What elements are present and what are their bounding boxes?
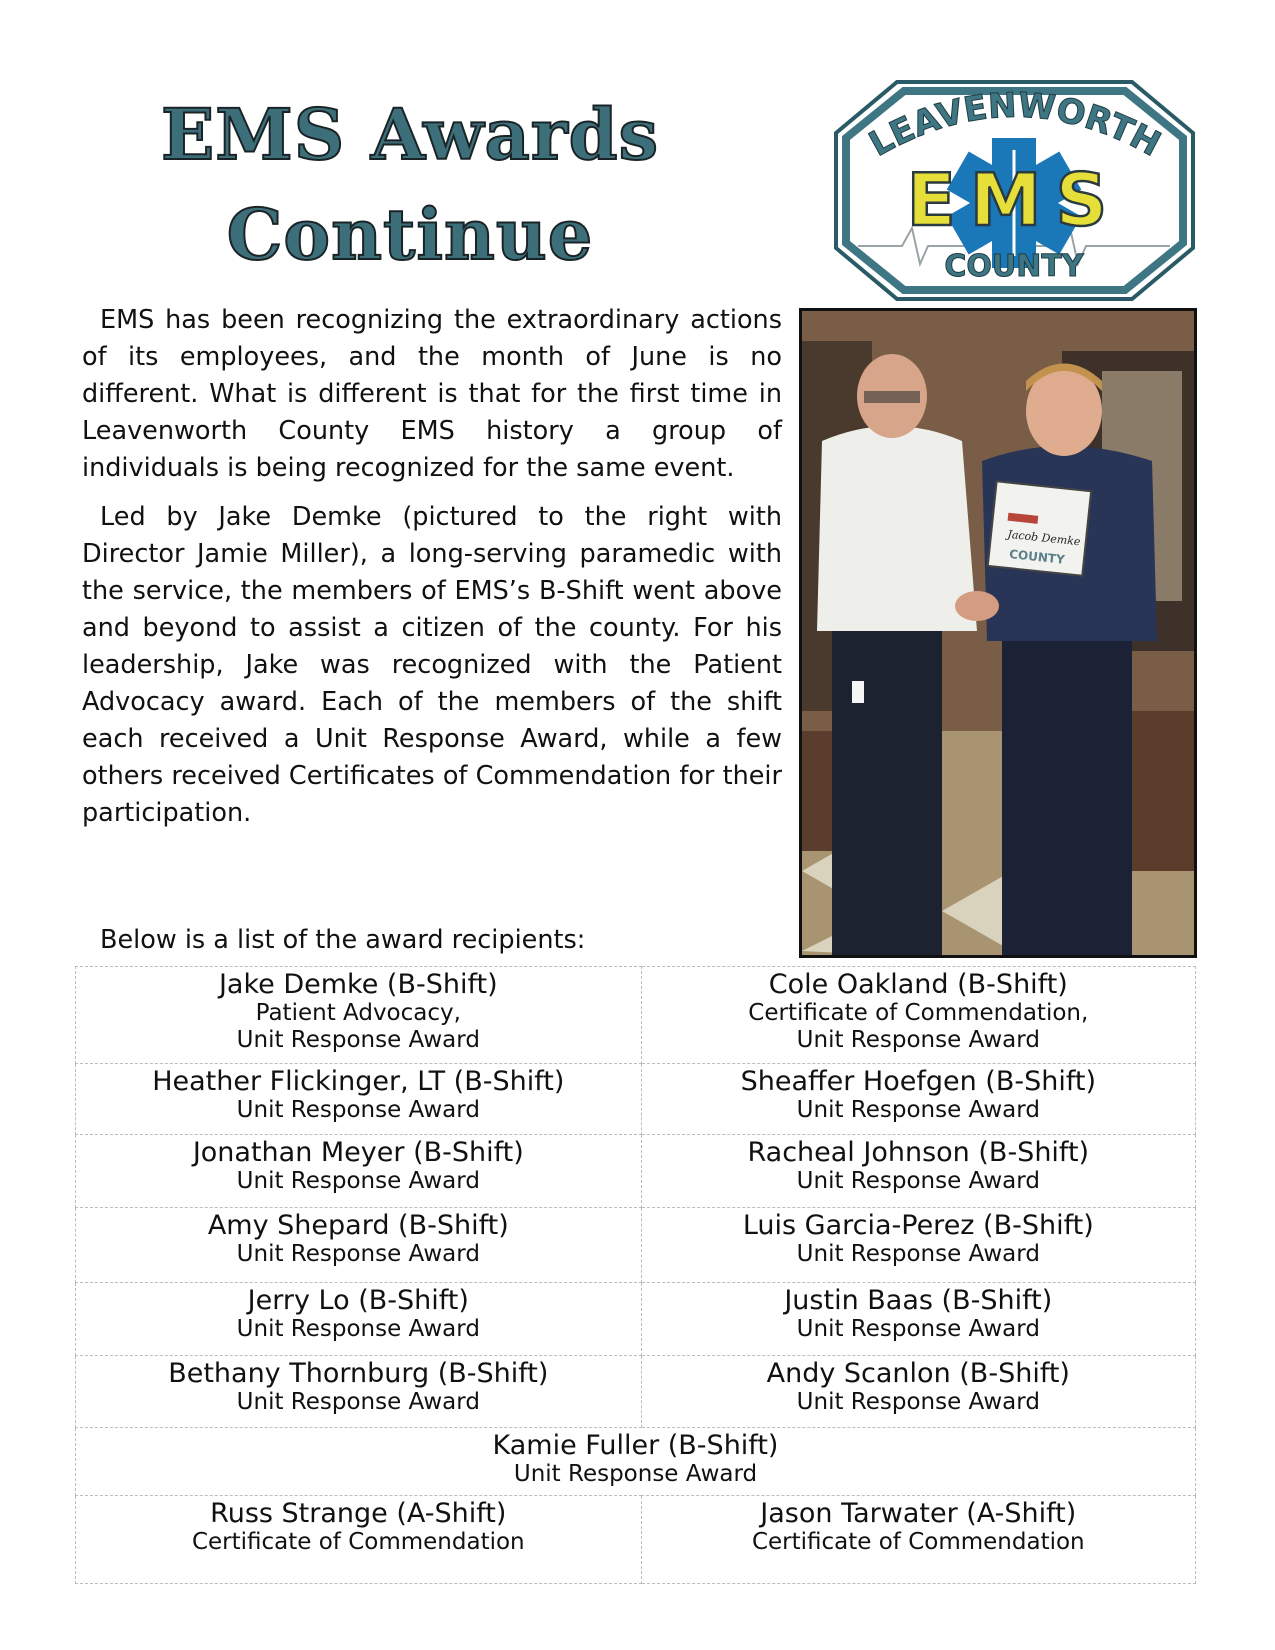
recipient-name: Justin Baas (B-Shift): [784, 1285, 1053, 1316]
logo-center-text: EMS: [906, 158, 1122, 242]
logo-bottom-text: COUNTY: [944, 249, 1084, 284]
leavenworth-county-ems-logo: [832, 78, 1197, 303]
recipient-award: Unit Response Award: [236, 1168, 480, 1194]
recipient-award: Unit Response Award: [796, 1316, 1040, 1342]
recipient-name: Andy Scanlon (B-Shift): [766, 1358, 1070, 1389]
table-row: [76, 1428, 1196, 1496]
recipient-award: Unit Response Award: [236, 1316, 480, 1342]
recipient-award: Unit Response Award: [513, 1461, 758, 1487]
recipient-name: Russ Strange (A-Shift): [210, 1498, 507, 1529]
article-body: [82, 302, 782, 844]
title-line-1: EMS Awards: [160, 93, 660, 176]
recipient-name: Racheal Johnson (B-Shift): [747, 1137, 1090, 1168]
recipient-cell: [76, 1283, 642, 1356]
recipient-award: Unit Response Award: [236, 1027, 480, 1053]
recipient-cell: [641, 1208, 1195, 1283]
title-line-2: Continue: [226, 193, 594, 276]
recipient-name: Cole Oakland (B-Shift): [768, 969, 1068, 1000]
recipient-award: Certificate of Commendation: [191, 1529, 525, 1555]
list-intro: Below is a list of the award recipients:: [100, 925, 586, 955]
table-row: [76, 1135, 1196, 1208]
recipient-cell: [76, 1496, 642, 1584]
table-row: [76, 1496, 1196, 1584]
table-row: [76, 1064, 1196, 1135]
article-paragraph: Led by Jake Demke (pictured to the right with Director Jamie Miller), a long-serving paramedic with the service, the members of EMS’s B-Shift went above and beyond to assist a citizen of the county. For his leadership, Jake was recognized with the Patient Advocacy award. Each of the members of the shift each received a Unit Response Award, while a few others received Certificates of Commendation for their participation.: [82, 502, 782, 828]
recipient-award: Unit Response Award: [236, 1389, 480, 1415]
certificate-name: Jacob Demke: [1006, 527, 1082, 549]
recipient-award: Patient Advocacy,: [255, 1000, 461, 1026]
table-row: [76, 1208, 1196, 1283]
certificate-footer: COUNTY: [1008, 547, 1066, 567]
recipient-name: Bethany Thornburg (B-Shift): [168, 1358, 549, 1389]
recipient-award: Unit Response Award: [236, 1241, 480, 1267]
recipient-name: Kamie Fuller (B-Shift): [492, 1430, 779, 1461]
article-paragraph: EMS has been recognizing the extraordinary actions of its employees, and the month of June is no different. What is different is that for the first time in Leavenworth County EMS history a group of individuals is being recognized for the same event.: [82, 305, 782, 483]
recipient-name: Jake Demke (B-Shift): [218, 969, 498, 1000]
recipient-cell: [641, 1356, 1195, 1428]
award-presentation-photo: [799, 308, 1197, 958]
recipient-award: Unit Response Award: [796, 1027, 1040, 1053]
recipient-cell: [641, 1496, 1195, 1584]
recipient-name: Sheaffer Hoefgen (B-Shift): [740, 1066, 1096, 1097]
recipient-award: Unit Response Award: [796, 1241, 1040, 1267]
recipient-award: Unit Response Award: [796, 1389, 1040, 1415]
recipient-award: Certificate of Commendation,: [748, 1000, 1089, 1026]
recipient-cell: [641, 1064, 1195, 1135]
recipient-name: Luis Garcia-Perez (B-Shift): [742, 1210, 1094, 1241]
recipient-name: Jonathan Meyer (B-Shift): [192, 1137, 524, 1168]
recipient-cell: [76, 1356, 642, 1428]
recipient-cell: [641, 967, 1195, 1064]
logo-top-text: LEAVENWORTH: [862, 85, 1167, 165]
page-title: [80, 85, 740, 285]
recipient-cell: [76, 1064, 642, 1135]
recipient-award: Unit Response Award: [236, 1097, 480, 1123]
recipient-name: Heather Flickinger, LT (B-Shift): [152, 1066, 565, 1097]
recipient-cell: [641, 1135, 1195, 1208]
recipient-award: Unit Response Award: [796, 1168, 1040, 1194]
recipient-name: Jerry Lo (B-Shift): [247, 1285, 469, 1316]
recipient-cell: [76, 1135, 642, 1208]
recipient-award: Certificate of Commendation: [751, 1529, 1085, 1555]
recipient-name: Jason Tarwater (A-Shift): [760, 1498, 1077, 1529]
recipient-cell: [641, 1283, 1195, 1356]
table-row: [76, 1356, 1196, 1428]
table-row: [76, 1283, 1196, 1356]
recipient-cell: [76, 1208, 642, 1283]
recipient-cell: [76, 1428, 1196, 1496]
recipient-cell: [76, 967, 642, 1064]
table-row: [76, 967, 1196, 1064]
recipient-name: Amy Shepard (B-Shift): [207, 1210, 509, 1241]
recipient-award: Unit Response Award: [796, 1097, 1040, 1123]
award-recipients-table: [75, 966, 1196, 1584]
